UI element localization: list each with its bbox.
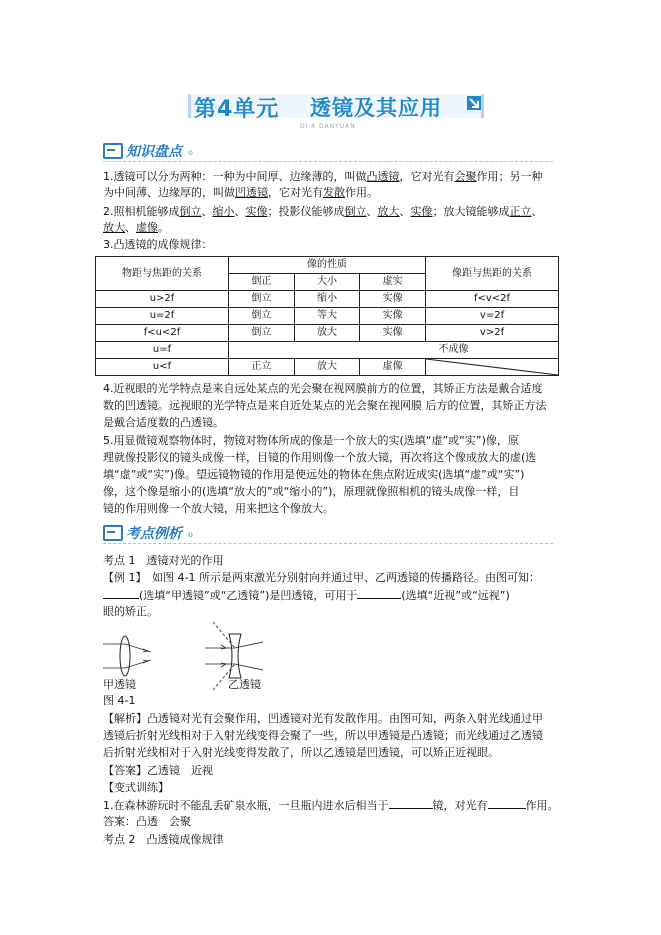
table-subheader: 大小 — [294, 274, 360, 291]
para-4-line-1: 4.近视眼的光学特点是来自远处某点的光会聚在视网膜前方的位置，其矫正方法是戴合适度 — [103, 382, 543, 395]
practice-answer-1: 答案：凸透 会聚 — [103, 815, 191, 828]
practice-question-1: 1.在森林游玩时不能乱丢矿泉水瓶，一旦瓶内进水后相当于 镜，对光有 作用。 — [103, 799, 559, 812]
knowledge-point-2: 考点 2 凸透镜成像规律 — [103, 833, 224, 846]
table-row — [96, 257, 559, 274]
table-subheader: 虚实 — [360, 274, 426, 291]
table-cell: u=f — [96, 342, 229, 359]
example-1-line-2: (选填“甲透镜”或“乙透镜”)是凹透镜，可用于 (选填“近视”或“远视”) — [103, 588, 510, 603]
decor-icon: ℴ — [188, 144, 194, 158]
analysis-line-2: 透镜后折射光线相对于入射光线变得会聚了一些，所以甲透镜是凸透镜；而光线通过乙透镜 — [103, 729, 543, 742]
para-5-line-5: 镜的作用则像一个放大镜，用来把这个像放大。 — [103, 502, 334, 515]
figure-label-jia: 甲透镜 — [103, 678, 136, 691]
table-cell: v=2f — [426, 308, 559, 325]
unit-number: 第4单元 — [194, 97, 280, 122]
para-3: 3.凸透镜的成像规律： — [103, 238, 213, 251]
para-2-line-2: 放大、虚像。 — [103, 221, 169, 234]
table-cell-diagonal — [426, 359, 559, 376]
table-cell: f<v<2f — [426, 291, 559, 308]
unit-header — [188, 90, 478, 120]
table-cell: 倒立 — [229, 291, 295, 308]
para-4-line-2: 数的凹透镜。远视眼的光学特点是来自近处某点的光会聚在视网膜 后方的位置，其矫正方法 — [103, 399, 547, 412]
analysis-line-1: 【解析】凸透镜对光有会聚作用，凹透镜对光有发散作用。由图可知，两条入射光线通过甲 — [103, 712, 543, 725]
table-header-image: 像距与焦距的关系 — [426, 257, 559, 291]
table-cell: 放大 — [294, 359, 360, 376]
knowledge-point-1: 考点 1 透镜对光的作用 — [103, 554, 224, 567]
diagonal-line — [426, 359, 558, 375]
table-cell: 正立 — [229, 359, 295, 376]
table-cell: u<f — [96, 359, 229, 376]
corner-arrow-icon — [467, 96, 481, 110]
para-5-line-2: 理就像投影仪的镜头成像一样，目镜的作用则像一个放大镜，再次将这个像成放大的虚(选 — [103, 451, 537, 464]
unit-pinyin: DI 4 DANYUAN — [300, 123, 356, 130]
para-2-line-1: 2.照相机能够成倒立、缩小、实像；投影仪能够成倒立、放大、实像；放大镜能够成正立、 — [103, 205, 543, 218]
section-heading-examples — [103, 522, 193, 544]
answer-blank[interactable] — [488, 798, 526, 809]
para-5-line-3: 填“虚”或“实”)像。望远镜物镜的作用是使远处的物体在焦点附近成实(选填“虚”或“实”) — [103, 468, 525, 481]
answer-blank[interactable] — [389, 798, 433, 809]
section-title: 知识盘点 — [126, 144, 182, 160]
para-5-line-4: 像，这个像是缩小的(选填“放大的”或“缩小的”)，原理就像照相机的镜头成像一样，目 — [103, 485, 520, 498]
table-cell: 倒立 — [229, 325, 295, 342]
para-5-line-1: 5.用显微镜观察物体时，物镜对物体所成的像是一个放大的实(选填“虚”或“实”)像，原 — [103, 434, 519, 447]
table-cell: u=2f — [96, 308, 229, 325]
figure-caption: 图 4-1 — [103, 694, 136, 707]
table-cell: 等大 — [294, 308, 360, 325]
table-cell: v>2f — [426, 325, 559, 342]
unit-title: 透镜及其应用 — [310, 96, 442, 120]
table-header-props: 像的性质 — [229, 257, 426, 274]
analysis-line-3: 后折射光线相对于入射光线变得发散了，所以乙透镜是凹透镜，可以矫正近视眼。 — [103, 746, 499, 759]
table-cell: 实像 — [360, 308, 426, 325]
section-title: 考点例析 — [126, 526, 182, 542]
answer-line: 【答案】乙透镜 近视 — [103, 764, 213, 777]
answer-blank[interactable] — [357, 588, 401, 599]
table-cell: 不成像 — [229, 342, 559, 359]
table-row — [96, 342, 559, 359]
table-row — [96, 291, 559, 308]
imaging-rules-table — [95, 256, 559, 376]
table-cell: 放大 — [294, 325, 360, 342]
convex-lens-diagram — [103, 636, 151, 676]
table-subheader: 倒正 — [229, 274, 295, 291]
table-header-object: 物距与焦距的关系 — [96, 257, 229, 291]
table-row — [96, 308, 559, 325]
practice-heading: 【变式训练】 — [103, 781, 169, 794]
book-icon — [103, 525, 123, 541]
section-divider — [103, 161, 553, 162]
figure-label-yi: 乙透镜 — [228, 678, 261, 691]
table-cell: 实像 — [360, 325, 426, 342]
table-row — [96, 325, 559, 342]
example-1-line-3: 眼的矫正。 — [103, 605, 158, 618]
section-divider — [103, 543, 553, 544]
table-cell: 虚像 — [360, 359, 426, 376]
table-cell: f<u<2f — [96, 325, 229, 342]
table-cell: u>2f — [96, 291, 229, 308]
para-4-line-3: 是戴合适度数的凸透镜。 — [103, 416, 224, 429]
section-heading-knowledge — [103, 140, 193, 162]
table-cell: 倒立 — [229, 308, 295, 325]
example-1-line-1: 【例 1】 如图 4-1 所示是两束激光分别射向并通过甲、乙两透镜的传播路径。由图可知： — [103, 571, 540, 584]
decor-icon: ℴ — [188, 526, 194, 540]
table-cell: 缩小 — [294, 291, 360, 308]
answer-blank[interactable] — [103, 588, 139, 599]
para-1-line-2: 为中间薄、边缘厚的，叫做凹透镜，它对光有发散作用。 — [103, 186, 378, 199]
para-1-line-1: 1.透镜可以分为两种：一种为中间厚、边缘薄的，叫做凸透镜，它对光有会聚作用；另一种 — [103, 170, 543, 183]
table-cell: 实像 — [360, 291, 426, 308]
book-icon — [103, 143, 123, 159]
table-row — [96, 359, 559, 376]
